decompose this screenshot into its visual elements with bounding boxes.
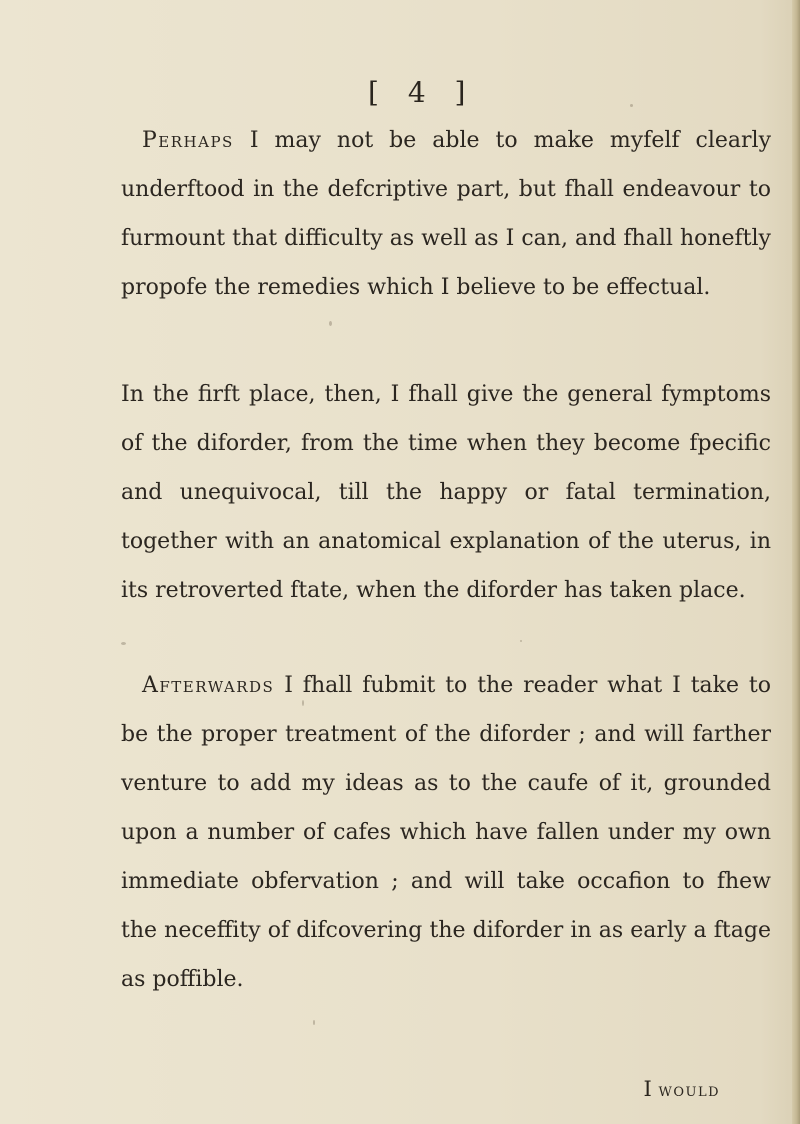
paper-speck — [121, 642, 126, 645]
page-edge — [792, 0, 800, 1124]
paragraph-3-lead-word: Afterwards — [142, 673, 275, 698]
paper-speck — [329, 321, 332, 326]
paragraph-3-text: I fhall fubmit to the reader what I take to be the proper treatment of the diforder ; and will farther venture to add my ideas as to the caufe of it, grounded upon a number of cafes which have fallen under my own immediate obfervation ; and will take occafion to fhew the neceffity of difcovering the diforder in as early a ftage as poffible. — [121, 673, 771, 992]
paragraph-2-text: In the firft place, then, I fhall give the general fymptoms of the diforder, from the time when they become fpecific and unequivocal, till the happy or fatal termination, together with an anatomical explanation of the uterus, in its retroverted ftate, when the diforder has taken place. — [121, 382, 771, 603]
paragraph-1 — [121, 116, 771, 312]
paragraph-1-lead-word: Perhaps — [142, 128, 234, 153]
paper-speck — [630, 104, 633, 107]
paragraph-2 — [121, 370, 771, 615]
catchword-first: I — [643, 1077, 652, 1101]
paper-speck — [302, 700, 304, 706]
paragraph-3 — [121, 661, 771, 1004]
paragraph-1-text: I may not be able to make myfelf clearly underftood in the defcriptive part, but fhall endeavour to furmount that difficulty as well as I can, and fhall honeftly propofe the remedies which I believe to be effectual. — [121, 128, 771, 300]
paper-speck — [313, 1020, 315, 1025]
catchword-rest: would — [658, 1080, 720, 1101]
page-number: [ 4 ] — [368, 76, 476, 109]
paper-speck — [700, 680, 702, 683]
paper-speck — [520, 640, 522, 642]
catchword — [643, 1077, 720, 1101]
